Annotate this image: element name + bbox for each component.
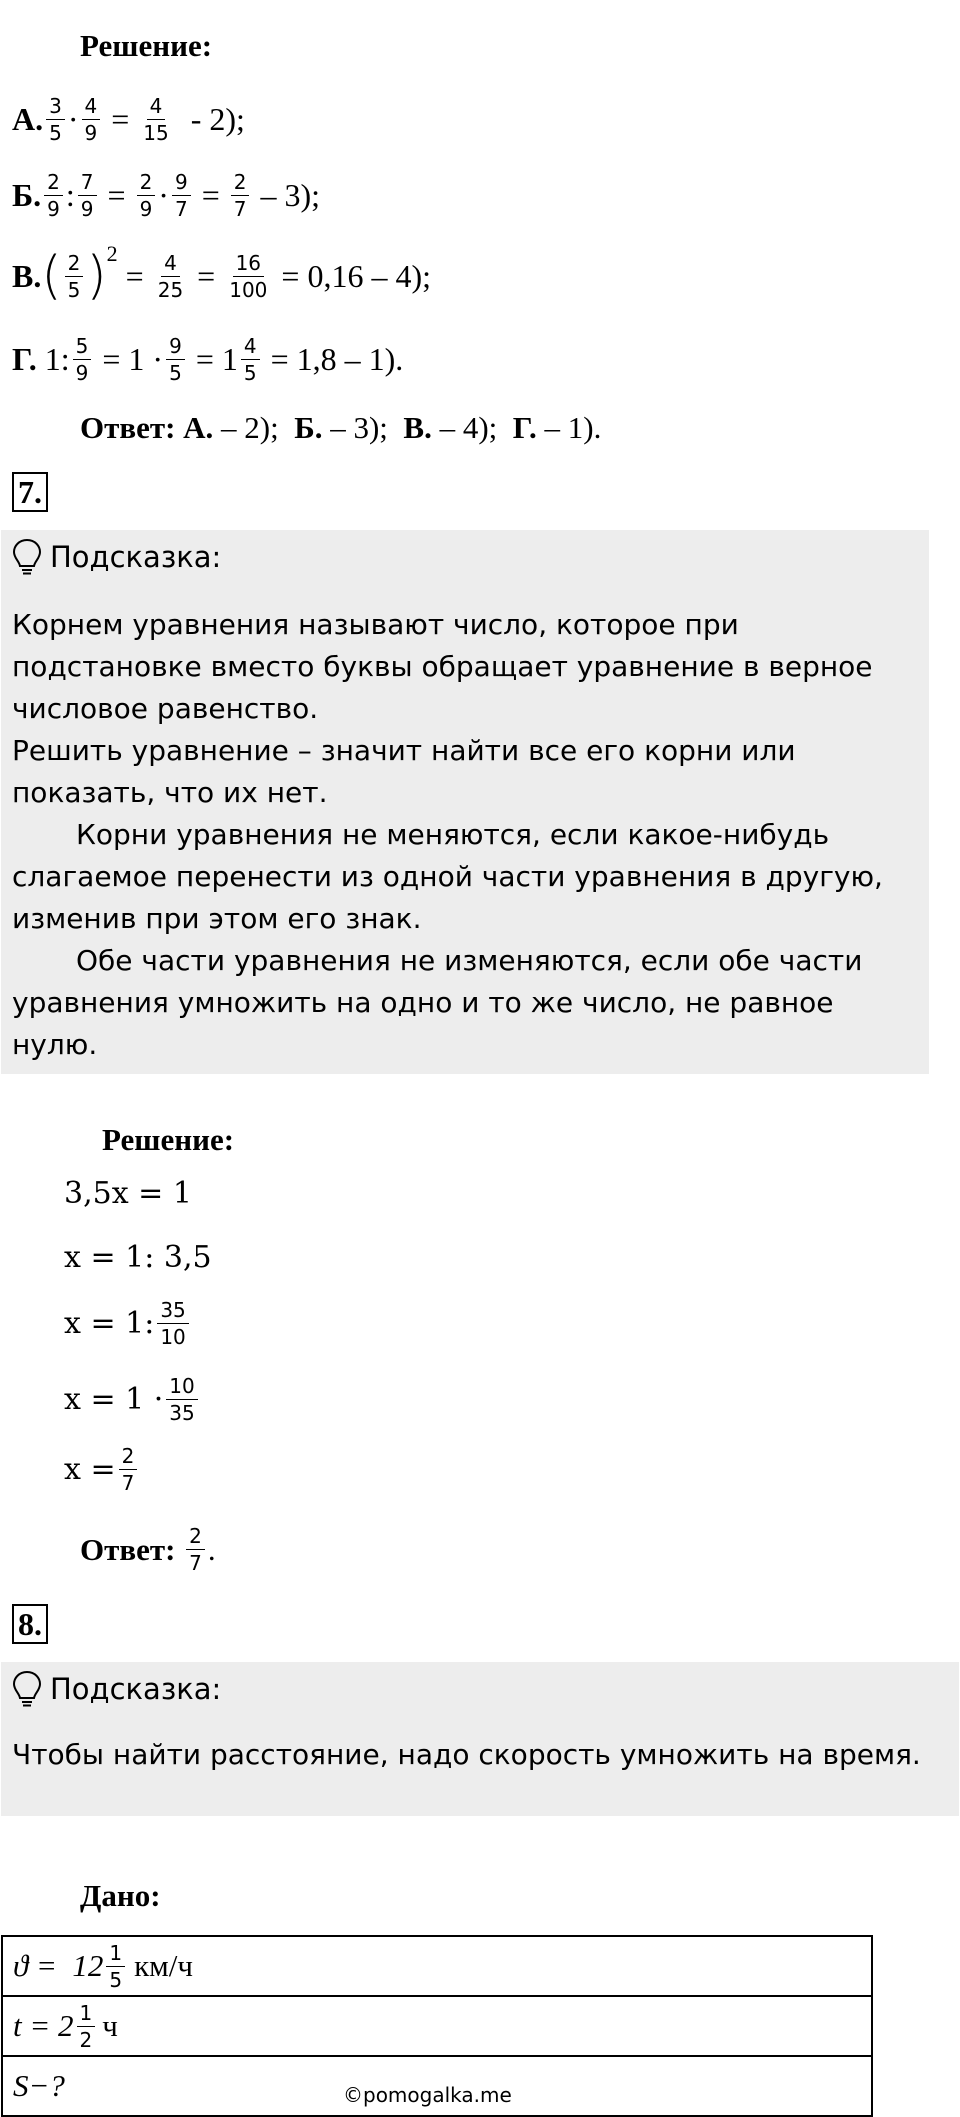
given-unit: км/ч	[134, 1948, 194, 1983]
answer-item-value: – 3);	[330, 410, 388, 445]
fraction: $\frac{5}{9}$	[73, 336, 92, 383]
answer-item-value: – 4);	[439, 410, 498, 445]
task-number-8: 8.	[12, 1604, 48, 1644]
table-row	[2, 1936, 872, 1996]
fraction: $\frac{35}{10}$	[157, 1300, 188, 1347]
fraction: $\frac{2}{7}$	[119, 1446, 138, 1493]
part-g-label: Г.	[12, 341, 37, 377]
answer-item-label: А.	[183, 410, 214, 445]
step-text: x =	[64, 1452, 116, 1487]
answer-item-label: Г.	[512, 410, 537, 445]
hint-text-7	[12, 604, 922, 1066]
solution-line-a: А. $\frac{3}{5}$ · $\frac{4}{9}$ = $\frac{4}{15}$ - 2);	[12, 94, 245, 145]
lightbulb-icon	[12, 1670, 42, 1708]
hint-paragraph: Обе части уравнения не изменяются, если обе части уравнения умножить на одно и то же число, не равное нулю.	[12, 944, 863, 1061]
fraction: $\frac{1}{2}$	[77, 2003, 96, 2050]
fraction: $\frac{1}{5}$	[106, 1943, 125, 1990]
table-row	[2, 1996, 872, 2056]
hint-title-text: Подсказка:	[50, 1672, 222, 1706]
hint-title-text: Подсказка:	[50, 540, 222, 574]
given-heading: Дано:	[80, 1878, 161, 1913]
fraction: $\frac{4}{15}$	[143, 94, 169, 145]
answer-label: Ответ:	[80, 1531, 176, 1567]
step-text: x = 1:	[64, 1306, 155, 1341]
fraction: $\frac{4}{25}$	[157, 250, 184, 302]
answer-label: Ответ:	[80, 410, 176, 445]
equation-step	[64, 1300, 192, 1347]
given-cell	[2, 1996, 872, 2056]
fraction: $\frac{2}{7}$	[186, 1526, 205, 1573]
solution-line-v: В. ( $\frac{2}{5}$ ) 2 = $\frac{4}{25}$ = $\frac{16}{100}$ = 0,16 – 4);	[12, 241, 431, 306]
solution-line-b: Б. $\frac{2}{9}$ : $\frac{7}{9}$ = $\frac{2}{9}$ · $\frac{9}{7}$ = $\frac{2}{7}$ – 3);	[12, 170, 321, 221]
hint-title-7	[12, 538, 221, 576]
part-b-label: Б.	[12, 177, 42, 213]
solution-heading-6: Решение:	[80, 28, 213, 63]
answer-item-value: – 2);	[221, 410, 279, 445]
step-text: x = 1 ·	[64, 1382, 164, 1417]
fraction: $\frac{4}{9}$	[82, 96, 101, 143]
part-a-label: А.	[12, 101, 44, 137]
equation-step	[64, 1176, 192, 1211]
hint-paragraph: Решить уравнение – значит найти все его корни или показать, что их нет.	[12, 734, 796, 809]
answer-line-6	[80, 410, 601, 446]
given-lhs: S−?	[13, 2068, 65, 2103]
solution-line-g: Г. 1: $\frac{5}{9}$ = 1 · $\frac{9}{5}$ = 1 $\frac{4}{5}$ = 1,8 – 1).	[12, 334, 404, 385]
fraction: $\frac{3}{5}$	[46, 96, 65, 143]
given-lhs: t = 2	[13, 2008, 74, 2043]
fraction: $\frac{2}{5}$	[65, 253, 84, 300]
answer-item-label: В.	[403, 410, 432, 445]
solution-heading-7: Решение:	[102, 1122, 235, 1157]
equation-step	[64, 1376, 201, 1423]
given-cell	[2, 1936, 872, 1996]
fraction: $\frac{2}{9}$	[44, 172, 63, 219]
answer-item-label: Б.	[294, 410, 323, 445]
equation-step	[64, 1446, 140, 1493]
hint-text-8: Чтобы найти расстояние, надо скорость умножить на время.	[12, 1738, 921, 1771]
step-text: 3,5x = 1	[64, 1176, 192, 1211]
equation-step	[64, 1240, 212, 1275]
hint-paragraph: Корнем уравнения называют число, которое при подстановке вместо буквы обращает уравнение в верное числовое равенство.	[12, 608, 873, 725]
hint-paragraph: Корни уравнения не меняются, если какое-нибудь слагаемое перенести из одной части уравнения в другую, изменив при этом его знак.	[12, 818, 883, 935]
fraction: $\frac{2}{7}$	[231, 172, 250, 219]
hint-title-8	[12, 1670, 221, 1708]
fraction: $\frac{4}{5}$	[241, 336, 260, 383]
fraction: $\frac{10}{35}$	[166, 1376, 197, 1423]
answer-item-value: – 1).	[544, 410, 602, 445]
fraction: $\frac{9}{5}$	[166, 336, 185, 383]
lightbulb-icon	[12, 538, 42, 576]
task-number-7: 7.	[12, 472, 48, 512]
fraction: $\frac{9}{7}$	[172, 172, 191, 219]
given-unit: ч	[102, 2008, 118, 2043]
answer-line-7: Ответ: $\frac{2}{7}$ .	[80, 1524, 216, 1575]
step-text: x = 1: 3,5	[64, 1240, 212, 1275]
given-lhs: ϑ = 12	[13, 1948, 104, 1983]
fraction: $\frac{2}{9}$	[137, 172, 156, 219]
part-v-label: В.	[12, 257, 42, 294]
fraction: $\frac{16}{100}$	[229, 250, 268, 302]
fraction: $\frac{7}{9}$	[78, 172, 97, 219]
watermark: ©pomogalka.me	[343, 2083, 512, 2107]
